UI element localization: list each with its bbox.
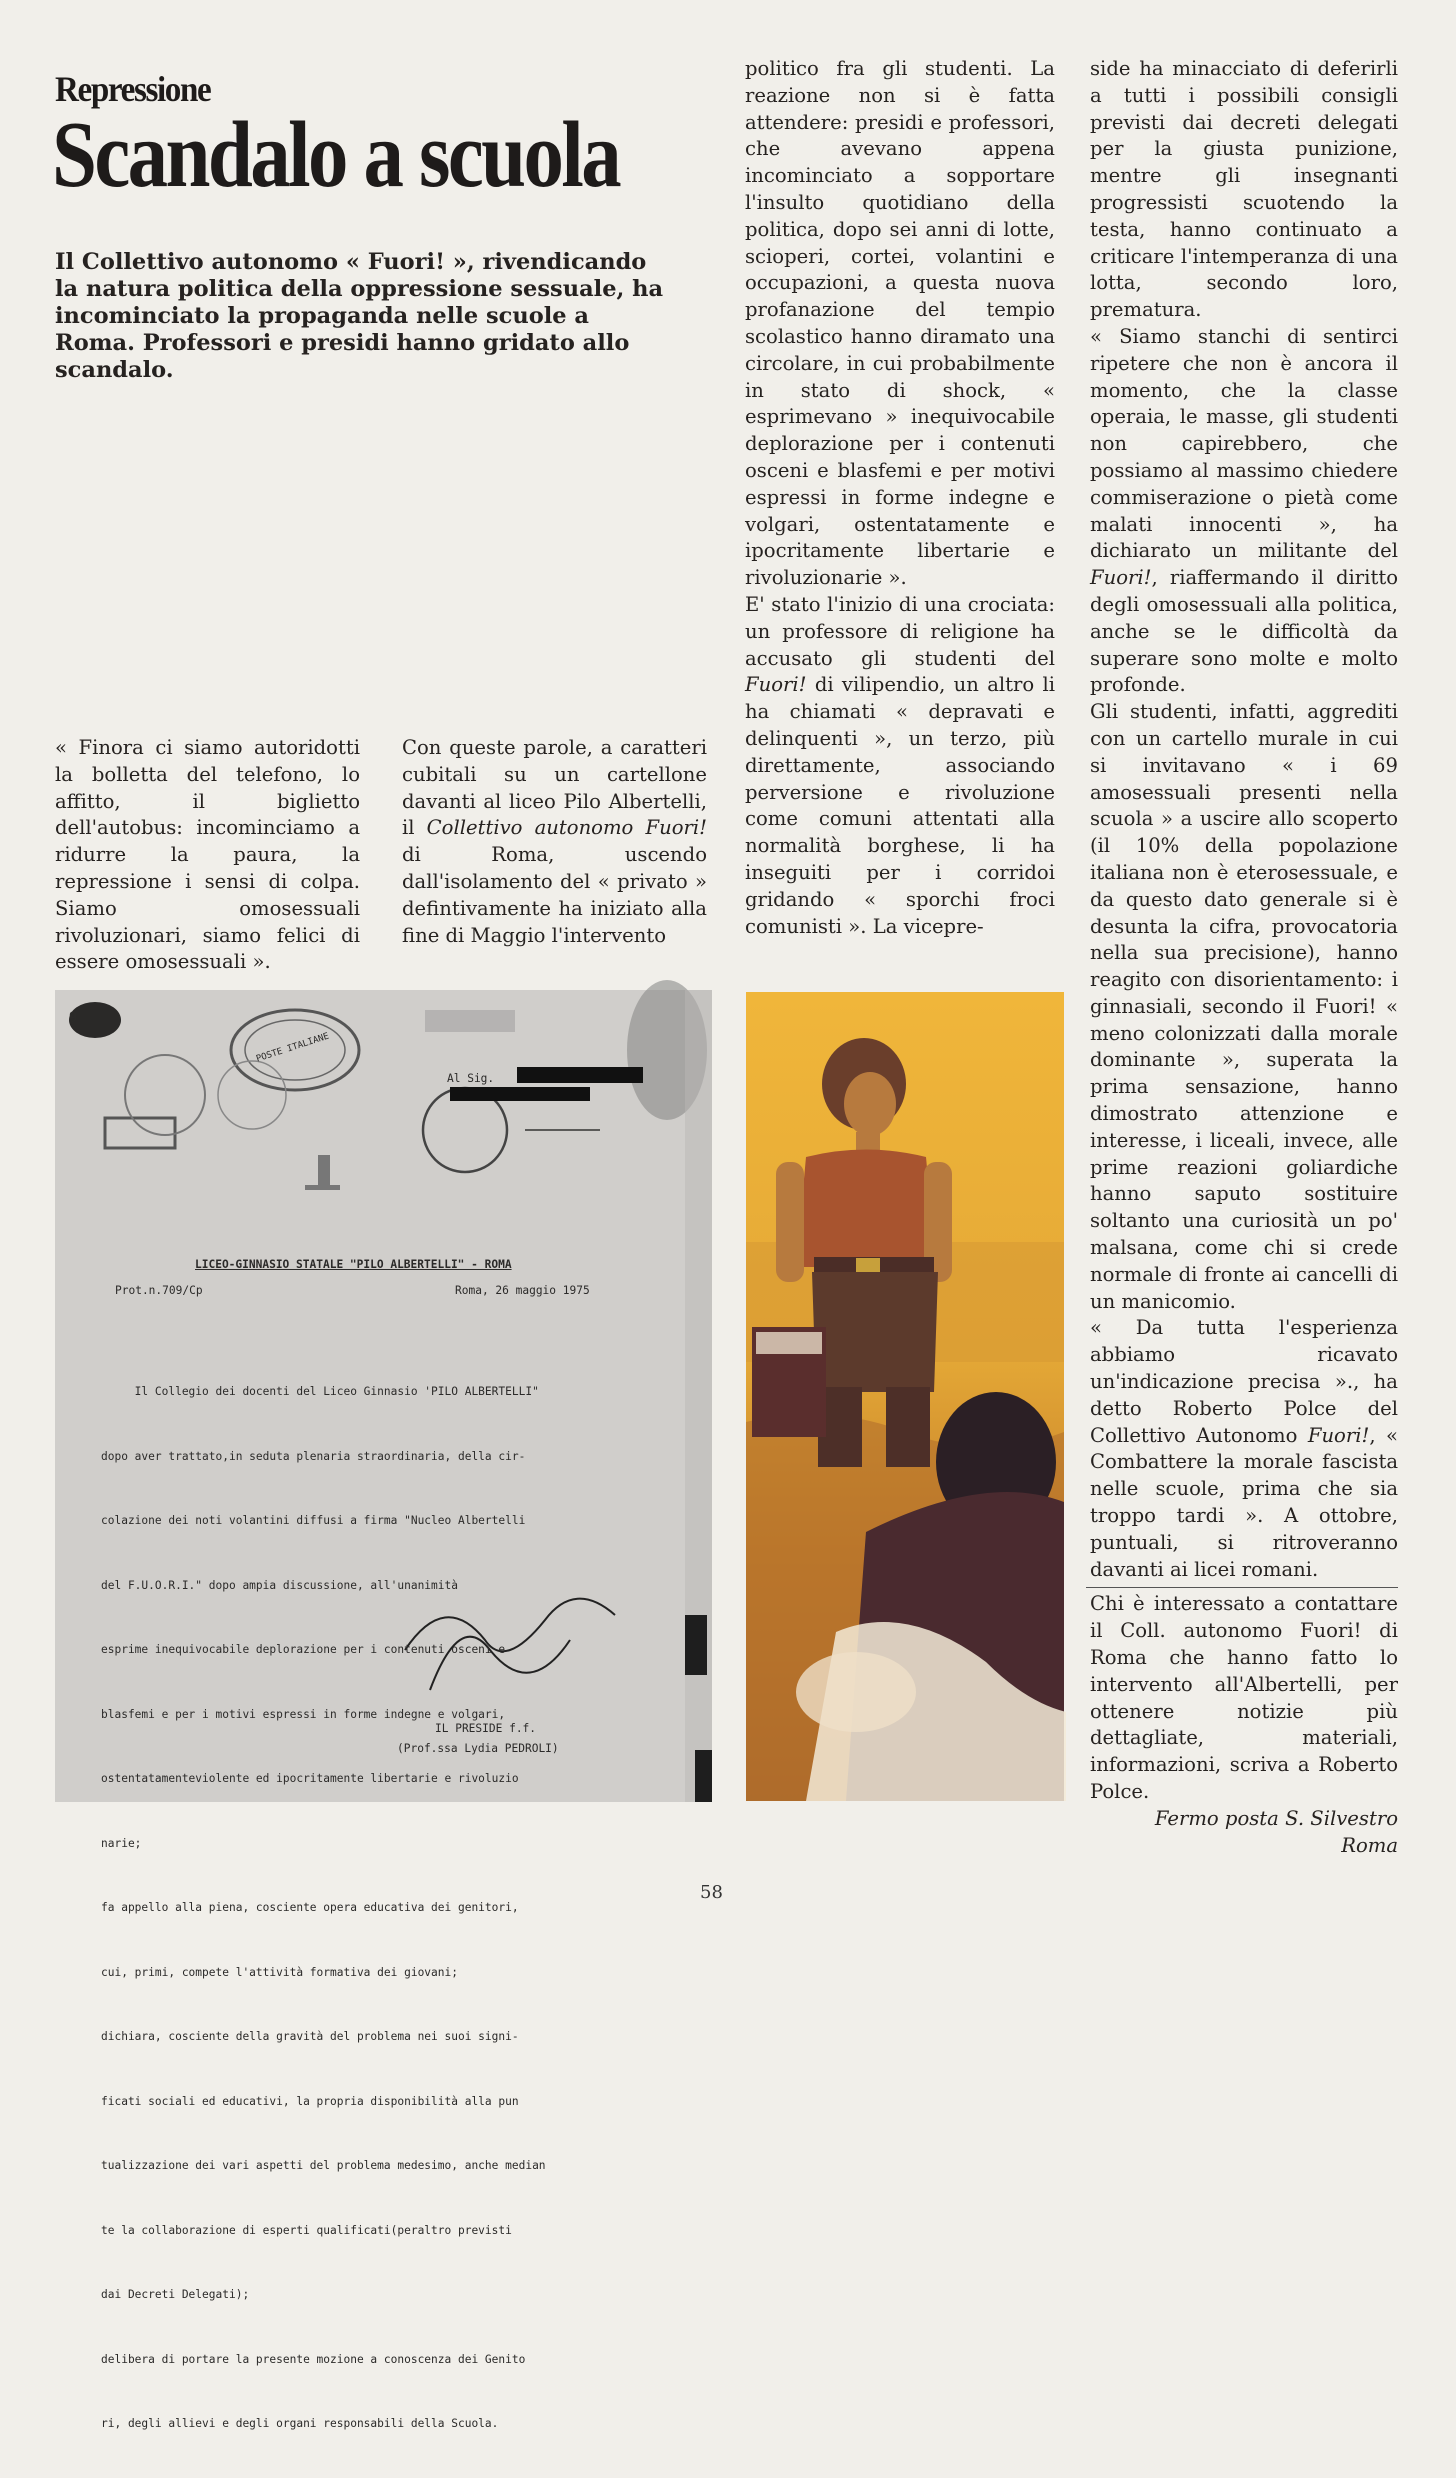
letter-line: delibera di portare la presente mozione a conoscenza dei Genito [101,2352,526,2366]
letter-line: dichiara, cosciente della gravità del problema nei suoi signi- [101,2030,519,2043]
postal-stamp-text: POSTE ITALIANE [255,1031,331,1065]
letter-body [101,1338,546,2478]
letter-line: ostentatamenteviolente ed ipocritamente libertarie e rivoluzio [101,1772,519,1785]
letter-line: tualizzazione dei vari aspetti del problema medesimo, anche median [101,2159,546,2172]
letter-line: ri, degli allievi e degli organi responsabili della Scuola. [101,2417,499,2430]
letter-line: ficati sociali ed educativi, la propria disponibilità alla pun [101,2094,519,2108]
article-headline: Scandalo a scuola [52,103,620,207]
letter-line: dai Decreti Delegati); [101,2288,250,2301]
letter-signer-title: IL PRESIDE f.f. [435,1722,537,1735]
article-lead: Il Collettivo autonomo « Fuori! », rivendicando la natura politica della oppressione sessuale, ha incominciato la propaganda nelle scuole a Roma. Professori e presidi hanno gridato allo scandalo. [55,249,664,383]
photo-illustration [746,992,1064,1801]
paragraph: side ha minacciato di deferirli a tutti i possibili consigli previsti dai decreti delegati per la giusta punizione, mentre gli insegnanti progressisti scuotendo la testa, hanno continuato a criticare l'intemperanza di una lotta, secondo loro, prematura. [1090,57,1398,322]
paragraph: politico fra gli studenti. La reazione non si è fatta attendere: presidi e professori, che avevano appena incominciato a sopportare l'insulto quotidiano della politica, dopo sei anni di lotte, scioperi, cortei, volantini e occupazioni, a questa nuova profanazione del tempio scolastico hanno diramato una circolare, in cui probabilmente in stato di shock, « esprimevano » inequivocabile deplorazione per i contenuti osceni e blasfemi e per motivi espressi in forme indegne e volgari, ostentatamente e ipocritamente libertarie e rivoluzionarie ». [745,57,1055,590]
paragraph: Gli studenti, infatti, aggrediti con un cartello murale in cui si invitavano « i 69 amosessuali presenti nella scuola » a uscire allo scoperto (il 10% della popolazione italiana non è eterosessuale, e da questo dato generale si è desunta la cifra, provocatoria nella sua precisione), hanno reagito con disorientamento: i ginnasiali, secondo il Fuori! « meno colonizzati dalla morale dominante », superata la prima sensazione, hanno dimostrato attenzione e interesse, i liceali, invece, alle prime reazioni goliardiche hanno saputo sostituire soltanto una curiosità un po' malsana, come chi si crede normale di fronte ai cancelli di un manicomio. [1090,700,1398,1313]
letter-line: dopo aver trattato,in seduta plenaria straordinaria, della cir- [101,1449,526,1463]
separator-rule [1086,1587,1398,1588]
letter-addressee: Al Sig. [447,1072,495,1085]
paragraph: « Siamo stanchi di sentirci ripetere che non è ancora il momento, che la classe operaia, le masse, gli studenti non capirebbero, che possiamo al massimo chiedere commiserazione o pietà come malati innocenti », ha dichiarato un militante del Fuori!, riaffermando il diritto degli omosessuali alla politica, anche se le difficoltà da superare sono molte e molto profonde. [1090,324,1398,697]
letter-line: Il Collegio dei docenti del Liceo Ginnasio 'PILO ALBERTELLI" [101,1385,539,1398]
letter-line: colazione dei noti volantini diffusi a firma "Nucleo Albertelli [101,1514,526,1527]
text-column-3 [745,56,1055,940]
paragraph: Con queste parole, a caratteri cubitali su un cartellone davanti al liceo Pilo Albertelli, il Collettivo autonomo Fuori! di Roma, uscendo dall'isolamento del « privato » defintivamente ha iniziato alla fine di Maggio l'intervento [402,736,707,947]
letter-line: fa appello alla piena, cosciente opera educativa dei genitori, [101,1901,519,1914]
letter-signer-name: (Prof.ssa Lydia PEDROLI) [397,1742,559,1755]
text-column-2 [402,735,707,949]
letter-line: blasfemi e per i motivi espressi in forme indegne e volgari, [101,1707,506,1721]
contact-address-line: Fermo posta S. Silvestro [1154,1806,1398,1830]
letter-line: te la collaborazione di esperti qualificati(peraltro previsti [101,2223,512,2237]
contact-note: Chi è interessato a contattare il Coll. autonomo Fuori! di Roma che hanno fatto lo intervento all'Albertelli, per ottenere notizie più dettagliate, materiali, informazioni, scriva a Roberto Polce. [1090,1592,1398,1803]
contact-address-city: Roma [1341,1833,1398,1857]
letter-date: Roma, 26 maggio 1975 [455,1284,590,1297]
letter-line: narie; [101,1836,142,1850]
letter-school-name: LICEO-GINNASIO STATALE "PILO ALBERTELLI" - ROMA [195,1258,512,1271]
letter-line: cui, primi, compete l'attività formativa dei giovani; [101,1965,458,1979]
paragraph: « Da tutta l'esperienza abbiamo ricavato un'indicazione precisa »., ha detto Roberto Polce del Collettivo Autonomo Fuori!, « Combattere la morale fascista nelle scuole, prima che sia troppo tardi ». A ottobre, puntuali, si ritroveranno davanti ai licei romani. [1090,1316,1398,1581]
letter-line: del F.U.O.R.I." dopo ampia discussione, all'unanimità [101,1578,458,1592]
child-photograph [746,992,1064,1801]
text-column-4 [1090,56,1398,1859]
letter-page-mark: 9 [69,1010,78,1026]
letter-line: esprime inequivocabile deplorazione per i contenuti osceni e [101,1643,506,1656]
page-number: 58 [700,1882,723,1903]
paragraph: E' stato l'inizio di una crociata: un professore di religione ha accusato gli studenti del Fuori! di vilipendio, un altro li ha chiamati « depravati e delinquenti », un terzo, più direttamente, associando perversione e rivoluzione come comuni attentati alla normalità borghese, li ha inseguiti per i corridoi gridando « sporchi froci comunisti ». La vicepre- [745,592,1055,938]
text-column-1 [55,735,360,976]
letter-protocol: Prot.n.709/Cp [115,1284,203,1297]
section-kicker: Repressione [55,69,211,109]
paragraph: « Finora ci siamo autoridotti la bolletta del telefono, lo affitto, il biglietto dell'autobus: incominciamo a ridurre la paura, la repressione i sensi di colpa. Siamo omosessuali rivoluzionari, siamo felici di essere omosessuali ». [55,736,360,974]
